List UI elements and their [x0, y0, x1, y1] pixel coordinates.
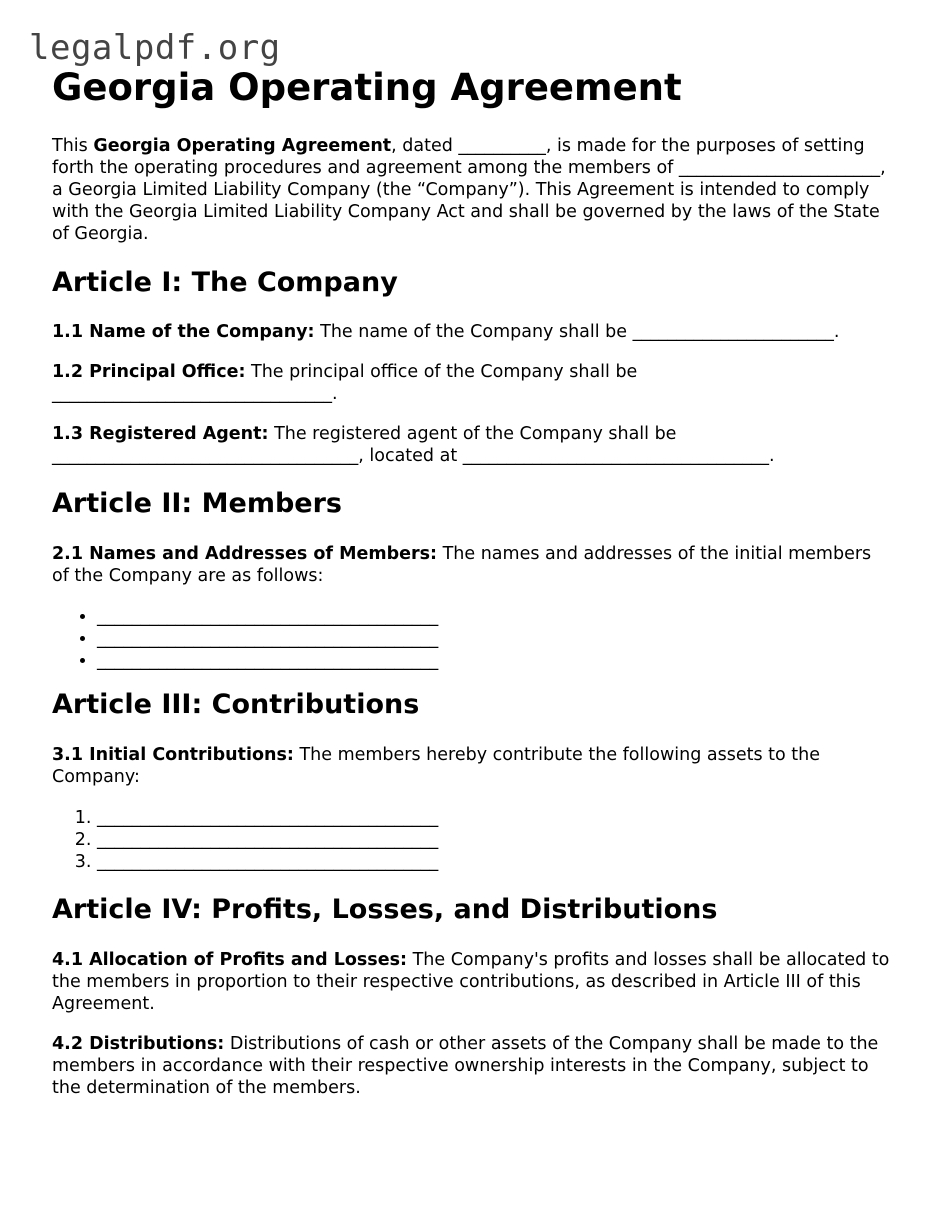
section-1-1 — [52, 321, 892, 343]
intro-paragraph — [52, 135, 892, 245]
section-1-2 — [52, 361, 892, 405]
section-1-3-label: 1.3 Registered Agent: — [52, 424, 269, 444]
section-4-2 — [52, 1033, 892, 1099]
article-1-heading: Article I: The Company — [52, 267, 398, 298]
section-1-2-label: 1.2 Principal Office: — [52, 362, 246, 382]
intro-lead: This — [52, 136, 94, 156]
section-4-1-text: The Company's profits and losses shall be allocated to the members in proportion to their respective contributions, as described in Article III of this Agreement. — [52, 950, 890, 1014]
member-blank-item: • _______________________________________ — [97, 650, 892, 672]
section-2-1-label: 2.1 Names and Addresses of Members: — [52, 544, 438, 564]
contribution-blank-item: 1. _______________________________________ — [97, 807, 892, 829]
section-1-3 — [52, 423, 892, 467]
member-blank-item: • _______________________________________ — [97, 628, 892, 650]
article-2-heading: Article II: Members — [52, 488, 342, 519]
document-title: Georgia Operating Agreement — [52, 66, 682, 109]
article-4-heading: Article IV: Profits, Losses, and Distributions — [52, 894, 718, 925]
section-1-2-text: The principal office of the Company shall be ________________________________. — [52, 362, 638, 404]
section-4-2-text: Distributions of cash or other assets of the Company shall be made to the members in accordance with their respective ownership interests in the Company, subject to the determination of the members. — [52, 1034, 879, 1098]
section-3-1-label: 3.1 Initial Contributions: — [52, 745, 294, 765]
watermark: legalpdf.org — [29, 28, 281, 68]
section-2-1-text: The names and addresses of the initial members of the Company are as follows: — [52, 544, 872, 586]
members-list — [52, 606, 892, 672]
document-page — [52, 66, 892, 1099]
section-1-1-text: The name of the Company shall be _______________________. — [314, 322, 840, 342]
intro-bold-title: Georgia Operating Agreement — [93, 136, 392, 156]
intro-rest: , dated __________, is made for the purposes of setting forth the operating procedures and agreement among the members of _______________________, a Georgia Limited Liability Company (the “Company”). This Agreement is intended to comply with the Georgia Limited Liability Company Act and shall be governed by the laws of the State of Georgia. — [52, 136, 886, 244]
contributions-list — [52, 807, 892, 873]
section-1-3-text: The registered agent of the Company shall be ___________________________________, located at ___________________________________. — [52, 424, 775, 466]
section-4-2-label: 4.2 Distributions: — [52, 1034, 225, 1054]
section-3-1-text: The members hereby contribute the following assets to the Company: — [52, 745, 821, 787]
article-3-heading: Article III: Contributions — [52, 689, 420, 720]
contribution-blank-item: 2. _______________________________________ — [97, 829, 892, 851]
contribution-blank-item: 3. _______________________________________ — [97, 851, 892, 873]
section-1-1-label: 1.1 Name of the Company: — [52, 322, 315, 342]
section-4-1 — [52, 949, 892, 1015]
member-blank-item: • _______________________________________ — [97, 606, 892, 628]
section-4-1-label: 4.1 Allocation of Profits and Losses: — [52, 950, 408, 970]
section-3-1 — [52, 744, 892, 788]
section-2-1 — [52, 543, 892, 587]
